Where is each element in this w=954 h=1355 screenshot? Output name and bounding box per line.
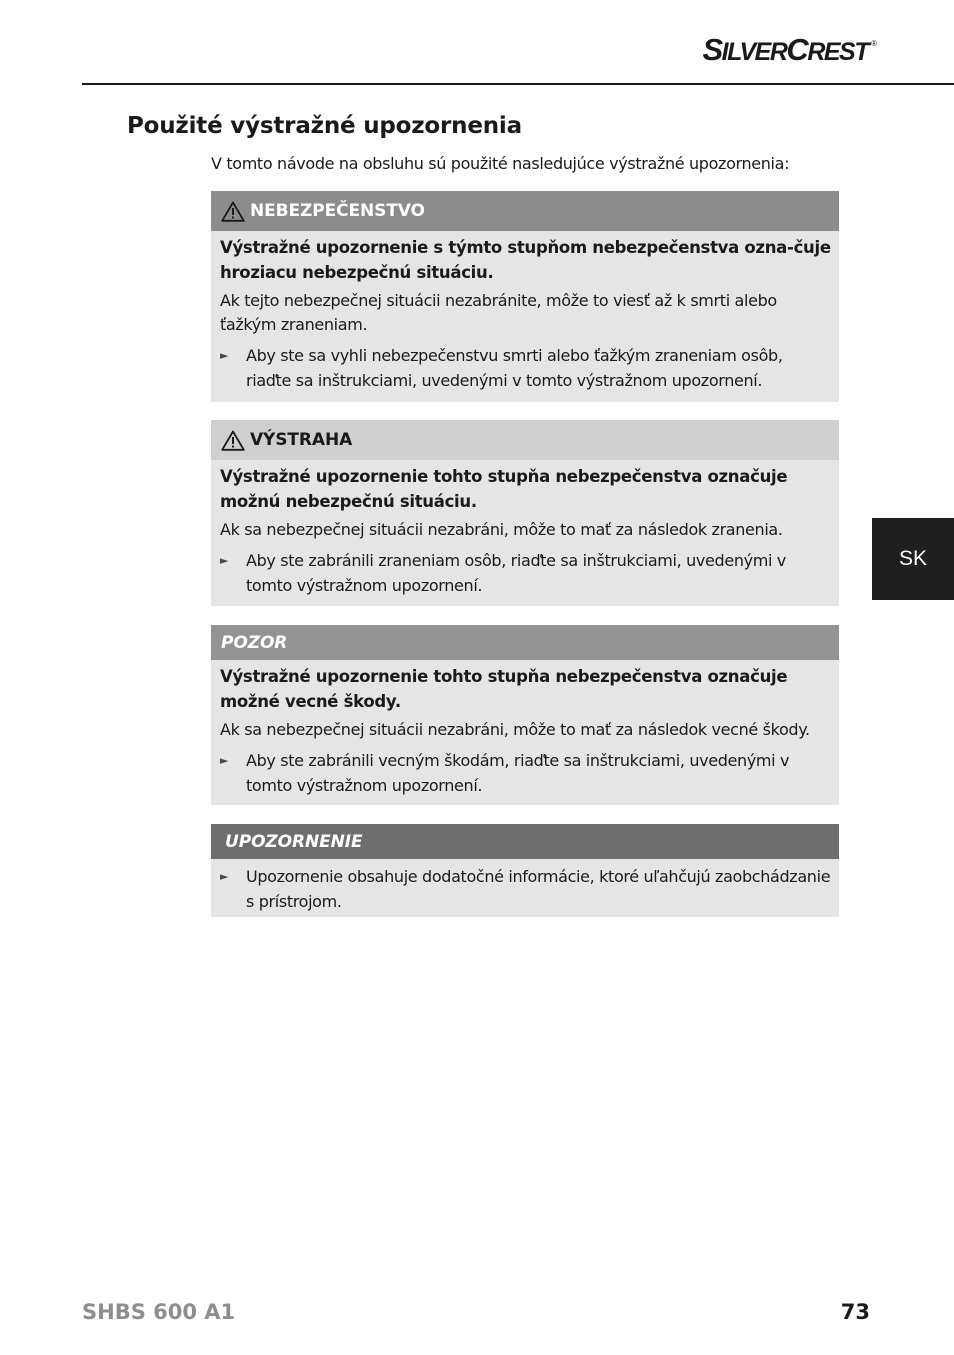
list-item [220,864,831,914]
warning-bold-text: Výstražné upozornenie tohto stupňa nebezpečenstva označuje možnú nebezpečnú situáciu. [220,467,788,511]
intro-text: V tomto návode na obsluhu sú použité nasledujúce výstražné upozornenia: [211,154,790,173]
bullet-text: Aby ste zabránili zraneniam osôb, riaďte sa inštrukciami, uvedenými v tomto výstražnom upozornení. [246,551,786,595]
list-item [220,548,831,598]
language-tab: SK [872,518,954,600]
bullet-text: Aby ste zabránili vecným škodám, riaďte sa inštrukciami, uvedenými v tomto výstražnom upozornení. [246,751,790,795]
header-rule [82,83,954,85]
warning-box-danger [211,191,839,402]
note-label: UPOZORNENIE [225,831,363,852]
list-item [220,343,831,393]
triangle-right-icon: ► [220,870,229,883]
warning-label: POZOR [221,632,288,653]
bullet-text: Upozornenie obsahuje dodatočné informácie, ktoré uľahčujú zaobchádzanie s prístrojom. [246,867,831,911]
warning-text: Ak sa nebezpečnej situácii nezabráni, môže to mať za následok vecné škody. [220,720,810,739]
warning-box-header [211,625,839,660]
brand-logo: SILVERCREST ® [702,32,877,67]
warning-label: NEBEZPEČENSTVO [250,201,425,221]
warning-text: Ak tejto nebezpečnej situácii nezabránite, môže to viesť až k smrti alebo ťažkým zraneniam. [220,291,777,334]
warning-text: Ak sa nebezpečnej situácii nezabráni, môže to mať za následok zranenia. [220,520,783,539]
warning-box-header [211,420,839,460]
note-box-header [211,824,839,859]
list-item [220,748,831,798]
warning-triangle-icon [221,201,245,222]
note-box [211,824,839,917]
warning-box-caution [211,625,839,805]
warning-bold-text: Výstražné upozornenie s týmto stupňom nebezpečenstva ozna-čuje hroziacu nebezpečnú situáciu. [220,238,831,282]
page-title: Použité výstražné upozornenia [127,113,522,139]
warning-box-header [211,191,839,231]
triangle-right-icon: ► [220,554,229,567]
registered-mark: ® [871,39,877,48]
bullet-text: Aby ste sa vyhli nebezpečenstvu smrti alebo ťažkým zraneniam osôb, riaďte sa inštrukciami, uvedenými v tomto výstražnom upozornení. [246,346,783,390]
warning-bold-text: Výstražné upozornenie tohto stupňa nebezpečenstva označuje možné vecné škody. [220,667,788,711]
warning-triangle-icon [221,430,245,451]
footer-model: SHBS 600 A1 [82,1300,236,1324]
warning-box-warning [211,420,839,606]
warning-label: VÝSTRAHA [250,430,353,450]
triangle-right-icon: ► [220,349,229,362]
triangle-right-icon: ► [220,754,229,767]
page-number: 73 [840,1300,870,1324]
